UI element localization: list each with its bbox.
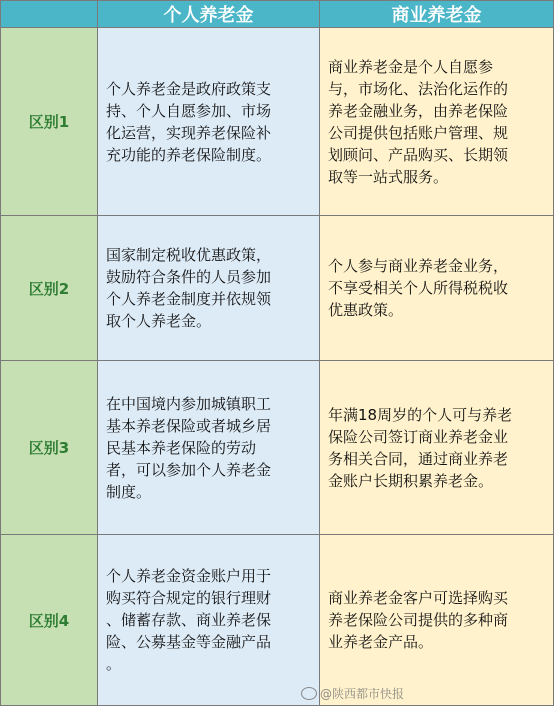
personal-pension-text: 个人养老金是政府政策支 持、个人自愿参加、市场 化运营，实现养老保险补 充功能的养老保险制度。 [106, 79, 272, 164]
header-corner [0, 0, 98, 28]
row-label: 区别3 [0, 361, 98, 535]
personal-pension-text: 个人养老金资金账户用于 购买符合规定的银行理财 、储蓄存款、商业养老保 险、公募基金等金融产品 。 [106, 567, 272, 673]
weibo-icon [301, 687, 317, 700]
header-commercial-pension: 商业养老金 [320, 0, 554, 28]
row-label: 区别2 [0, 216, 98, 361]
row-label: 区别1 [0, 28, 98, 216]
commercial-pension-cell [320, 216, 554, 361]
personal-pension-cell [98, 361, 320, 535]
row-label: 区别4 [0, 535, 98, 706]
table-row [0, 361, 554, 535]
header-personal-pension: 个人养老金 [98, 0, 320, 28]
weibo-watermark [301, 685, 404, 702]
personal-pension-cell [98, 216, 320, 361]
watermark-text: @陕西都市快报 [319, 687, 404, 701]
personal-pension-text: 国家制定税收优惠政策， 鼓励符合条件的人员参加 个人养老金制度并依规领 取个人养老金。 [106, 246, 272, 330]
commercial-pension-cell [320, 535, 554, 706]
personal-pension-text: 在中国境内参加城镇职工 基本养老保险或者城乡居 民基本养老保险的劳动 者，可以参加个人养老金 制度。 [106, 394, 272, 501]
table-row [0, 28, 554, 216]
commercial-pension-cell [320, 361, 554, 535]
commercial-pension-cell [320, 28, 554, 216]
personal-pension-cell [98, 28, 320, 216]
table-header [0, 0, 554, 28]
commercial-pension-text: 商业养老金是个人自愿参 与，市场化、法治化运作的 养老金融业务，由养老保险 公司提供包括账户管理、规 划顾问、产品购买、长期领 取等一站式服务。 [328, 57, 509, 186]
personal-pension-cell [98, 535, 320, 706]
commercial-pension-text: 年满18周岁的个人可与养老 保险公司签订商业养老金业 务相关合同，通过商业养老 金账户长期积累养老金。 [328, 405, 513, 490]
commercial-pension-text: 商业养老金客户可选择购买 养老保险公司提供的多种商 业养老金产品。 [328, 589, 509, 651]
table-row [0, 216, 554, 361]
table-row [0, 535, 554, 706]
commercial-pension-text: 个人参与商业养老金业务， 不享受相关个人所得税税收 优惠政策。 [328, 257, 509, 319]
